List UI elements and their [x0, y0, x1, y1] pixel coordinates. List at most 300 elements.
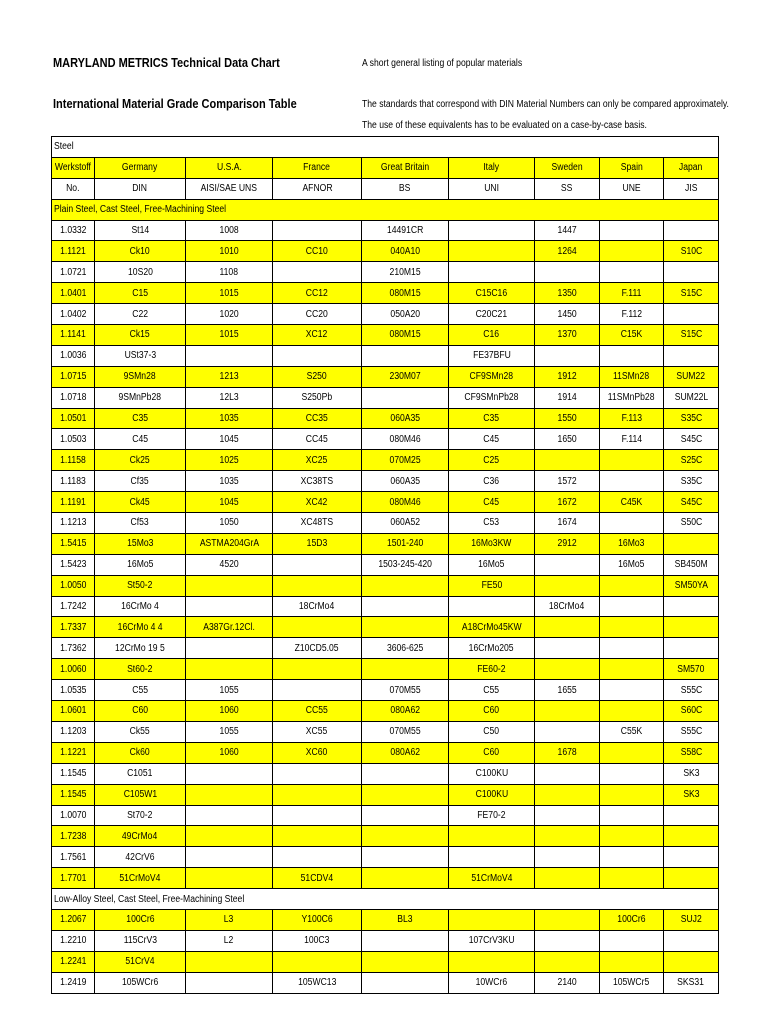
cell-text: 1.0060: [59, 663, 87, 675]
table-cell: [52, 429, 95, 450]
table-cell: [52, 220, 95, 241]
table-cell: [449, 283, 535, 304]
table-cell: [95, 471, 186, 492]
table-cell: [449, 742, 535, 763]
cell-text: CC10: [305, 245, 328, 257]
cell-text: C22: [132, 308, 148, 320]
cell-text: 51CrMoV4: [470, 872, 513, 884]
cell-text: 16CrMo 4: [121, 601, 159, 613]
cell-text: S55C: [680, 684, 702, 696]
table-cell: [600, 241, 664, 262]
cell-text: 1.2241: [59, 956, 87, 968]
table-cell: [362, 638, 449, 659]
table-cell: [449, 241, 535, 262]
table-cell: [186, 492, 273, 513]
table-cell: [449, 659, 535, 680]
table-cell: [186, 345, 273, 366]
table-cell: [362, 304, 449, 325]
cell-text: S50C: [680, 517, 702, 529]
cell-text: 1501-240: [386, 538, 424, 550]
cell-text: Japan: [679, 162, 703, 174]
table-cell: [600, 366, 664, 387]
table-cell: [664, 241, 719, 262]
table-row: [52, 596, 719, 617]
table-cell: [600, 909, 664, 930]
cell-text: 1503-245-420: [378, 559, 432, 571]
cell-text: 1.1213: [59, 517, 87, 529]
cell-text: CC12: [305, 287, 328, 299]
table-cell: [600, 429, 664, 450]
cell-text: 100C3: [304, 935, 330, 947]
cell-text: Ck60: [129, 747, 151, 759]
table-cell: [273, 408, 362, 429]
section-header-row: [52, 199, 719, 220]
cell-text: 1213: [219, 371, 239, 383]
table-cell: [449, 763, 535, 784]
cell-text: Cf53: [130, 517, 150, 529]
cell-text: CC20: [305, 308, 328, 320]
table-cell: [664, 471, 719, 492]
table-cell: [52, 868, 95, 889]
table-cell: [273, 659, 362, 680]
table-cell: [52, 157, 95, 178]
cell-text: C105W1: [123, 789, 157, 801]
table-cell: [535, 178, 600, 199]
cell-text: 1.7337: [59, 621, 87, 633]
cell-text: USt37-3: [124, 350, 156, 362]
table-cell: [600, 972, 664, 993]
table-cell: [273, 178, 362, 199]
table-cell: [186, 784, 273, 805]
table-cell: [95, 805, 186, 826]
cell-text: BL3: [397, 914, 413, 926]
table-cell: [273, 742, 362, 763]
table-cell: [273, 784, 362, 805]
cell-text: 1.2067: [59, 914, 87, 926]
cell-text: France: [303, 162, 331, 174]
cell-text: 1.7701: [59, 872, 87, 884]
table-cell: [362, 554, 449, 575]
cell-text: 51CrV4: [125, 956, 155, 968]
cell-text: 230M07: [389, 371, 421, 383]
cell-text: SK3: [682, 789, 700, 801]
cell-text: 1.0535: [59, 684, 87, 696]
table-cell: [600, 680, 664, 701]
table-cell: [362, 325, 449, 346]
table-row: [52, 805, 719, 826]
table-cell: [273, 701, 362, 722]
cell-text: 1.0402: [59, 308, 87, 320]
table-cell: [600, 262, 664, 283]
table-row: [52, 304, 719, 325]
cell-text: U.S.A.: [216, 162, 242, 174]
table-cell: [186, 513, 273, 534]
cell-text: 1.0050: [59, 580, 87, 592]
cell-text: S35C: [680, 413, 702, 425]
cell-text: 1.7362: [59, 642, 87, 654]
table-cell: [535, 575, 600, 596]
cell-text: 105WC13: [297, 977, 337, 989]
cell-text: 1572: [557, 475, 577, 487]
cell-text: 1.2210: [59, 935, 87, 947]
cell-text: 1015: [219, 329, 239, 341]
table-cell: [664, 387, 719, 408]
table-cell: [273, 972, 362, 993]
cell-text: 1.7242: [59, 601, 87, 613]
cell-text: 060A52: [390, 517, 420, 529]
cell-text: A18CrMo45KW: [461, 621, 522, 633]
table-cell: [186, 387, 273, 408]
cell-text: Sweden: [551, 162, 583, 174]
cell-text: 1108: [219, 266, 239, 278]
cell-text: S45C: [680, 496, 702, 508]
approximation-note: The standards that correspond with DIN Material Numbers can only be compared approximately.: [362, 99, 729, 110]
section-header-row: [52, 889, 719, 910]
table-cell: [449, 178, 535, 199]
table-cell: [52, 387, 95, 408]
cell-text: 1447: [557, 225, 577, 236]
table-row: [52, 721, 719, 742]
table-cell: [535, 763, 600, 784]
table-cell: [186, 909, 273, 930]
cell-text: 1035: [219, 413, 239, 425]
table-cell: [95, 283, 186, 304]
table-cell: [273, 283, 362, 304]
table-cell: [95, 366, 186, 387]
table-cell: [362, 596, 449, 617]
table-cell: [362, 847, 449, 868]
table-cell: [362, 157, 449, 178]
cell-text: 1.7238: [59, 830, 87, 842]
cell-text: F.113: [621, 413, 642, 425]
cell-text: Italy: [483, 162, 500, 174]
cell-text: 080M46: [389, 496, 421, 508]
table-cell: [186, 575, 273, 596]
table-row: [52, 325, 719, 346]
cell-text: 14491CR: [386, 225, 424, 236]
table-row: [52, 972, 719, 993]
table-cell: [449, 450, 535, 471]
table-cell: [52, 241, 95, 262]
table-cell: [52, 847, 95, 868]
table-cell: [600, 617, 664, 638]
cell-text: 1055: [219, 684, 239, 696]
table-cell: [535, 533, 600, 554]
table-row: [52, 241, 719, 262]
table-cell: [664, 492, 719, 513]
table-cell: [186, 283, 273, 304]
table-cell: [52, 492, 95, 513]
cell-text: ASTMA204GrA: [199, 538, 259, 550]
cell-text: 1.1545: [59, 768, 87, 780]
cell-text: 1.0715: [59, 371, 87, 383]
table-cell: [600, 784, 664, 805]
table-cell: [95, 721, 186, 742]
table-cell: [600, 596, 664, 617]
table-cell: [664, 972, 719, 993]
table-cell: [362, 701, 449, 722]
table-cell: [52, 554, 95, 575]
table-cell: [664, 304, 719, 325]
cell-text: SB450M: [674, 559, 708, 571]
table-cell: [449, 680, 535, 701]
cell-text: 1.0036: [59, 350, 87, 362]
table-cell: [535, 784, 600, 805]
cell-text: 2912: [557, 538, 577, 550]
table-cell: [95, 701, 186, 722]
table-cell: [664, 345, 719, 366]
table-cell: [273, 868, 362, 889]
table-cell: [186, 408, 273, 429]
table-cell: [535, 366, 600, 387]
table-cell: [186, 471, 273, 492]
table-row: [52, 492, 719, 513]
table-cell: [362, 951, 449, 972]
cell-text: 1045: [219, 433, 239, 445]
table-cell: [664, 805, 719, 826]
table-cell: [600, 701, 664, 722]
table-cell: [449, 847, 535, 868]
cell-text: 1672: [557, 496, 577, 508]
table-cell: [95, 513, 186, 534]
cell-text: SM50YA: [674, 580, 708, 592]
cell-text: 16Mo3: [618, 538, 645, 550]
table-cell: [362, 575, 449, 596]
table-cell: [52, 680, 95, 701]
cell-text: CC45: [305, 433, 328, 445]
cell-text: Germany: [122, 162, 158, 174]
cell-text: 100Cr6: [617, 914, 646, 926]
table-cell: [52, 575, 95, 596]
table-cell: [273, 241, 362, 262]
table-cell: [600, 283, 664, 304]
cell-text: C45: [483, 496, 500, 508]
cell-text: 1655: [557, 684, 577, 696]
table-cell: [95, 847, 186, 868]
table-row: [52, 659, 719, 680]
table-cell: [95, 325, 186, 346]
table-cell: [664, 178, 719, 199]
table-cell: [449, 471, 535, 492]
cell-text: BS: [399, 183, 411, 195]
cell-text: 11SMn28: [613, 371, 650, 383]
table-cell: [449, 972, 535, 993]
table-cell: [600, 471, 664, 492]
table-cell: [273, 763, 362, 784]
table-cell: [600, 178, 664, 199]
table-cell: [273, 157, 362, 178]
table-cell: [535, 471, 600, 492]
cell-text: C45: [483, 433, 500, 445]
table-cell: [52, 408, 95, 429]
cell-text: C25: [483, 454, 500, 466]
table-cell: [52, 972, 95, 993]
table-cell: [449, 805, 535, 826]
table-cell: [535, 387, 600, 408]
cell-text: 1015: [219, 287, 239, 299]
table-cell: [664, 680, 719, 701]
table-cell: [664, 325, 719, 346]
cell-text: 080M46: [389, 433, 421, 445]
table-cell: [600, 930, 664, 951]
table-cell: [664, 575, 719, 596]
cell-text: S10C: [680, 245, 702, 257]
table-cell: [52, 826, 95, 847]
cell-text: CC55: [305, 705, 328, 717]
cell-text: 1674: [557, 517, 577, 529]
table-cell: [186, 868, 273, 889]
cell-text: S250Pb: [301, 392, 333, 404]
table-cell: [449, 909, 535, 930]
cell-text: CC35: [305, 413, 328, 425]
table-cell: [362, 721, 449, 742]
table-cell: [535, 408, 600, 429]
cell-text: 107CrV3KU: [468, 935, 515, 947]
cell-text: St14: [131, 225, 149, 236]
table-cell: [186, 366, 273, 387]
cell-text: C60: [483, 747, 500, 759]
table-cell: [52, 366, 95, 387]
cell-text: Ck45: [129, 496, 151, 508]
table-cell: [186, 178, 273, 199]
cell-text: L2: [224, 935, 234, 947]
cell-text: 050A20: [390, 308, 420, 320]
cell-text: Werkstoff: [54, 162, 92, 174]
table-cell: [449, 784, 535, 805]
table-cell: [186, 157, 273, 178]
table-cell: [362, 220, 449, 241]
cell-text: 1.1221: [59, 747, 87, 759]
table-cell: [186, 951, 273, 972]
table-cell: [52, 304, 95, 325]
table-cell: [273, 847, 362, 868]
cell-text: 1.0401: [59, 287, 87, 299]
cell-text: Spain: [620, 162, 643, 174]
cell-text: 1.1191: [60, 496, 86, 508]
table-cell: [664, 513, 719, 534]
table-cell: [186, 930, 273, 951]
table-cell: [664, 450, 719, 471]
table-cell: [273, 429, 362, 450]
cell-text: 18CrMo4: [299, 601, 335, 613]
cell-text: St60-2: [127, 663, 153, 675]
table-cell: [186, 742, 273, 763]
cell-text: 080A62: [390, 747, 420, 759]
table-cell: [52, 763, 95, 784]
cell-text: FE70-2: [477, 809, 506, 821]
table-cell: [362, 450, 449, 471]
cell-text: SM570: [677, 663, 705, 675]
cell-text: 11SMnPb28: [608, 392, 655, 404]
table-cell: [449, 826, 535, 847]
table-cell: [535, 847, 600, 868]
table-cell: [273, 533, 362, 554]
table-cell: [186, 429, 273, 450]
cell-text: 080M15: [389, 329, 421, 341]
table-cell: [186, 596, 273, 617]
table-cell: [600, 345, 664, 366]
table-cell: [362, 659, 449, 680]
table-row: [52, 638, 719, 659]
table-cell: [95, 387, 186, 408]
table-row: [52, 408, 719, 429]
table-cell: [95, 304, 186, 325]
cell-text: 1008: [219, 225, 239, 236]
cell-text: C45K: [620, 496, 643, 508]
cell-text: 9SMn28: [123, 371, 157, 383]
table-cell: [273, 721, 362, 742]
table-cell: [52, 283, 95, 304]
table-cell: [449, 220, 535, 241]
table-cell: [535, 721, 600, 742]
cell-text: 16CrMo 4 4: [117, 621, 163, 633]
table-cell: [600, 659, 664, 680]
table-row: [52, 575, 719, 596]
cell-text: 1.7561: [59, 851, 87, 863]
table-cell: [95, 178, 186, 199]
cell-text: DIN: [132, 183, 148, 195]
table-row: [52, 847, 719, 868]
table-cell: [362, 533, 449, 554]
cell-text: 1055: [219, 726, 239, 738]
table-cell: [273, 826, 362, 847]
cell-text: 49CrMo4: [122, 830, 158, 842]
table-cell: [52, 471, 95, 492]
cell-text: 10S20: [127, 266, 153, 278]
table-cell: [362, 680, 449, 701]
section-header-row: [52, 137, 719, 158]
table-cell: [600, 826, 664, 847]
cell-text: 1.0601: [59, 705, 87, 717]
section-label-text: Steel: [54, 141, 74, 153]
table-cell: [52, 178, 95, 199]
table-cell: [273, 930, 362, 951]
cell-text: 1350: [557, 287, 577, 299]
table-cell: [600, 638, 664, 659]
cell-text: 4520: [219, 559, 239, 571]
table-cell: [95, 554, 186, 575]
cell-text: XC60: [306, 747, 328, 759]
table-cell: [535, 638, 600, 659]
cell-text: UNI: [484, 183, 499, 195]
table-cell: [362, 909, 449, 930]
cell-text: 1.5415: [59, 538, 87, 550]
table-row: [52, 742, 719, 763]
table-cell: [362, 805, 449, 826]
table-cell: [449, 596, 535, 617]
cell-text: 1.0332: [59, 225, 87, 236]
cell-text: CF9SMn28: [469, 371, 514, 383]
cell-text: UNE: [622, 183, 641, 195]
cell-text: 1060: [219, 747, 239, 759]
table-cell: [449, 429, 535, 450]
cell-text: 1.0721: [59, 266, 87, 278]
table-cell: [362, 742, 449, 763]
cell-text: Y100C6: [301, 914, 333, 926]
table-cell: [362, 972, 449, 993]
table-cell: [664, 701, 719, 722]
table-row: [52, 554, 719, 575]
table-cell: [449, 492, 535, 513]
table-cell: [600, 951, 664, 972]
cell-text: St50-2: [127, 580, 153, 592]
table-cell: [449, 721, 535, 742]
cell-text: 12CrMo 19 5: [115, 642, 165, 654]
section-label-text: Plain Steel, Cast Steel, Free-Machining Steel: [54, 204, 227, 216]
table-cell: [449, 638, 535, 659]
cell-text: S15C: [680, 287, 702, 299]
table-cell: [535, 930, 600, 951]
